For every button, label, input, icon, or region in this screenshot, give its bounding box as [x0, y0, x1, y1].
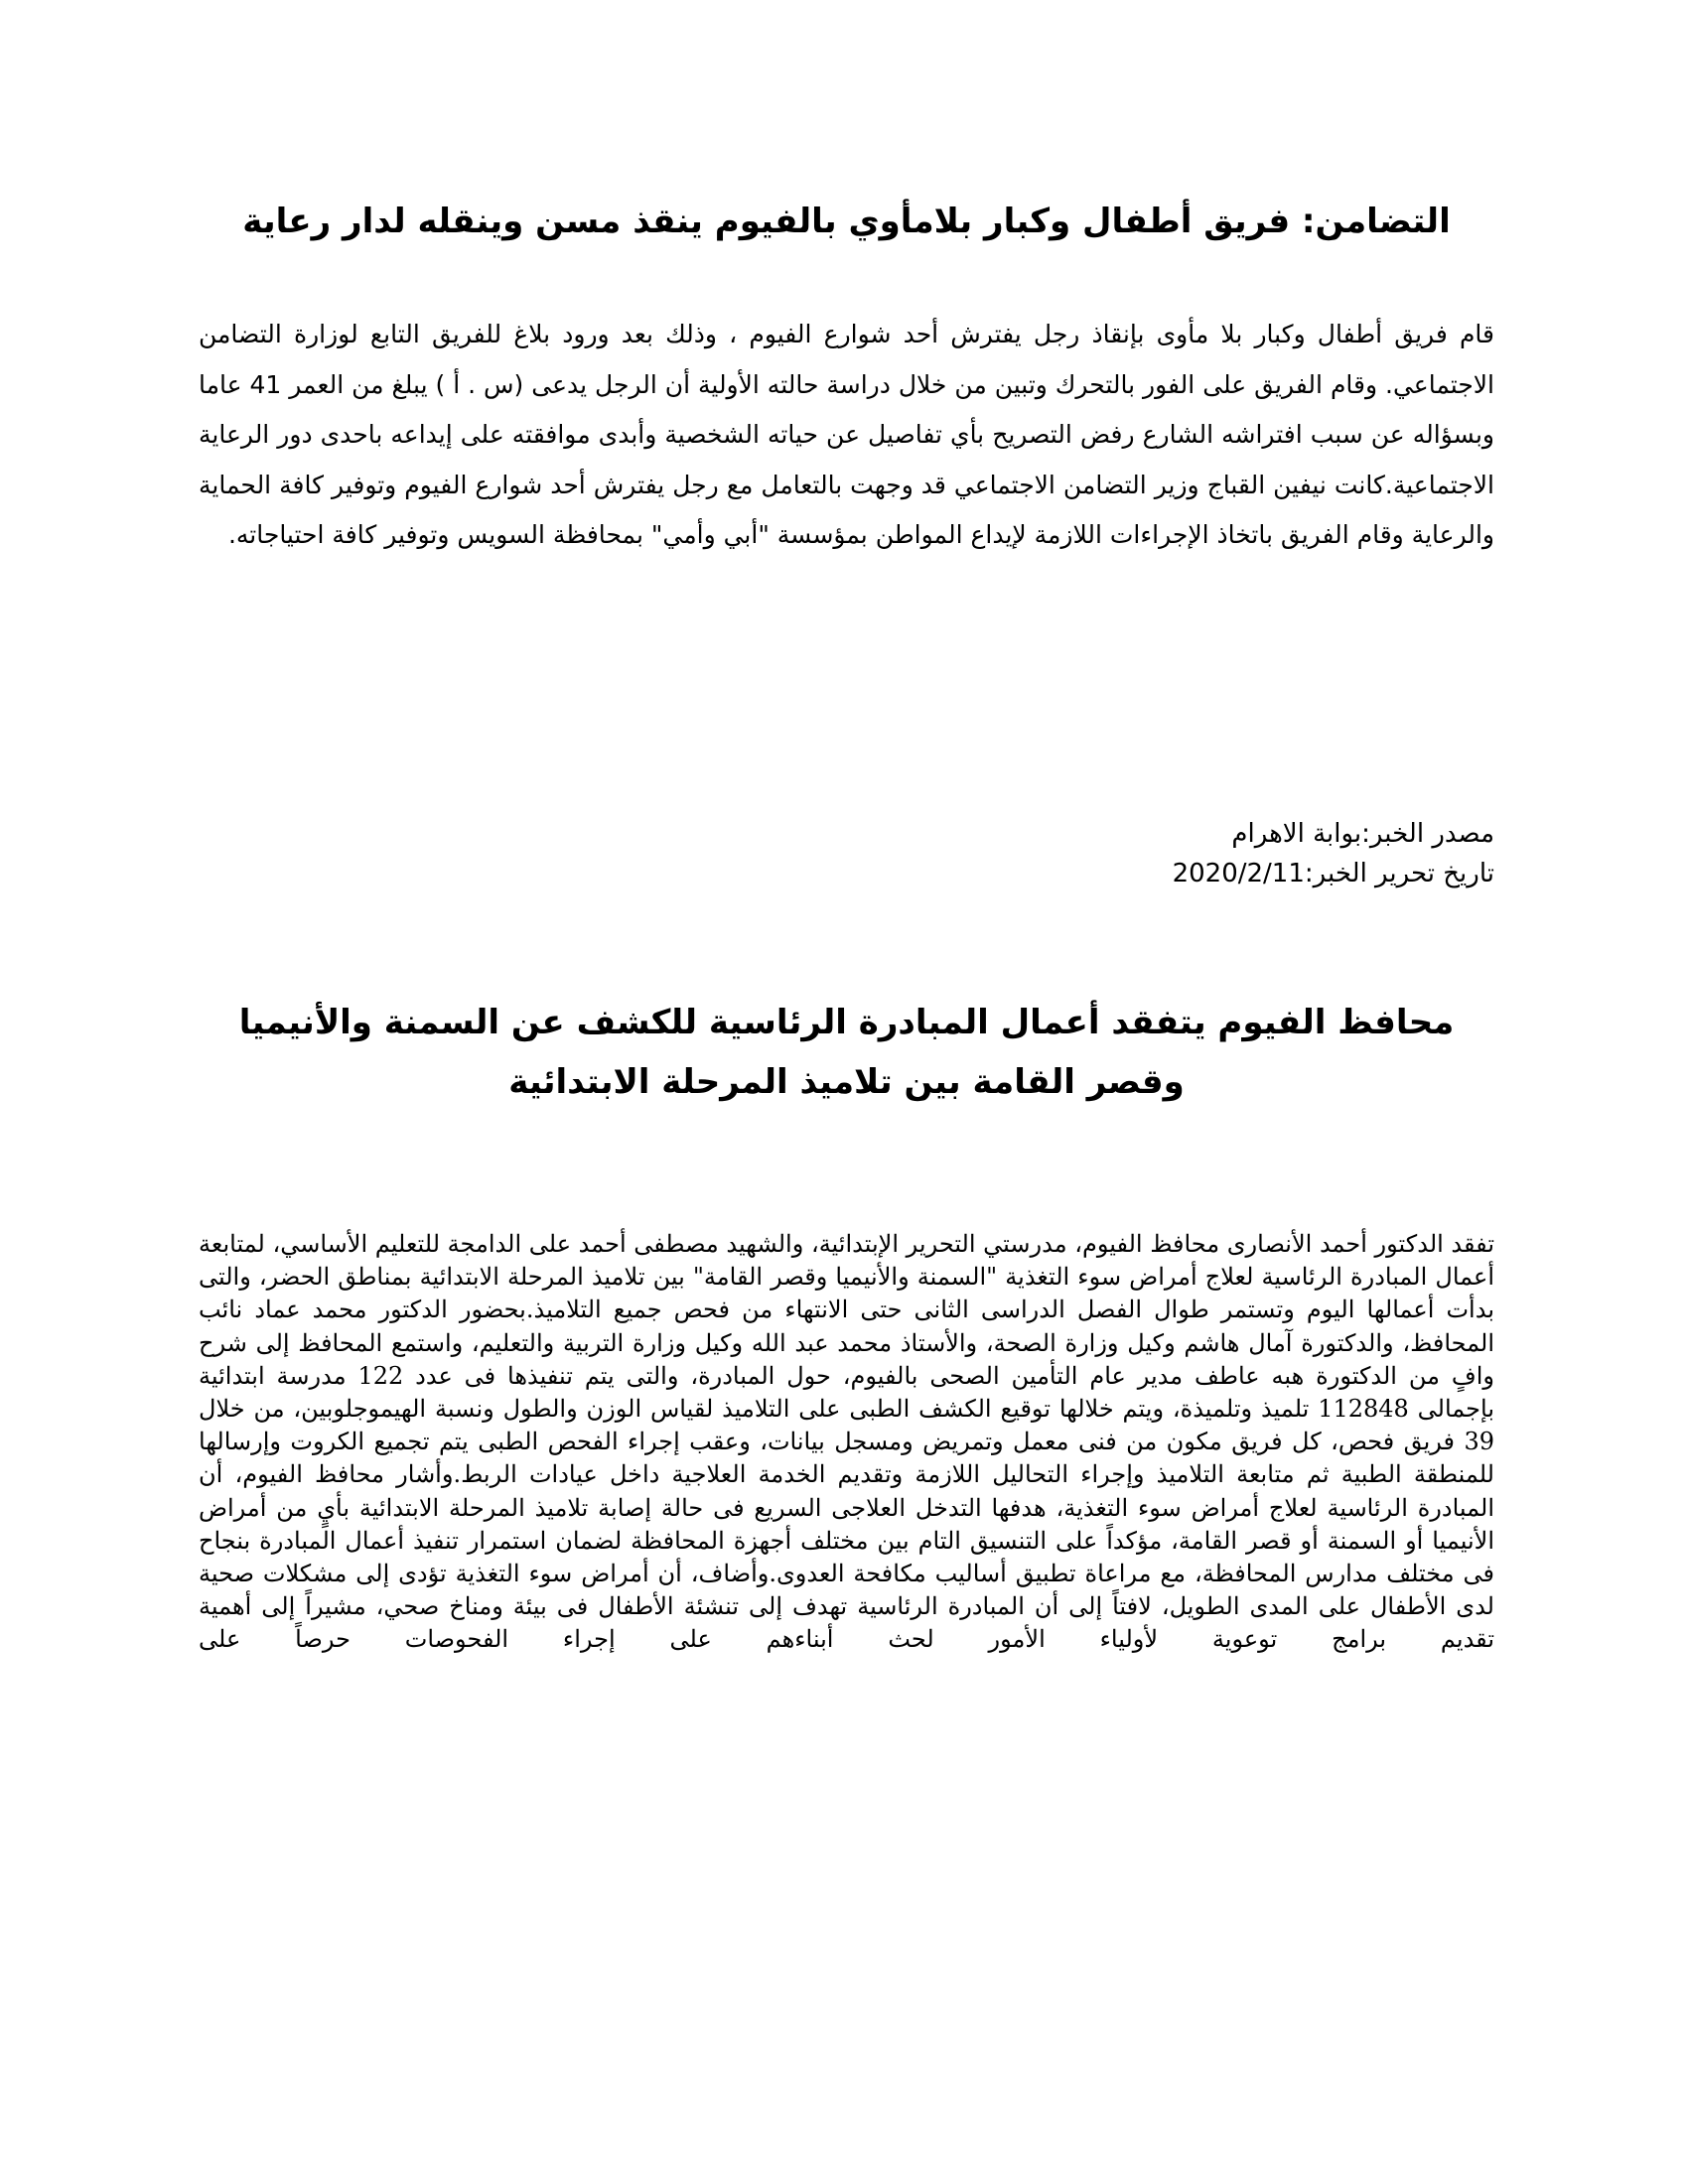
article-1-body: قام فريق أطفال وكبار بلا مأوى بإنقاذ رجل يفترش أحد شوارع الفيوم ، وذلك بعد ورود بلاغ للفريق التابع لوزارة التضامن الاجتماعي. وقام الفريق على الفور بالتحرك وتبين من خلال دراسة حالته الأولية أن الرجل يدعى (س . أ ) يبلغ من العمر 41 عاما وبسؤاله عن سبب افتراشه الشارع رفض التصريح بأي تفاصيل عن حياته الشخصية وأبدى موافقته على إيداعه باحدى دور الرعاية الاجتماعية.كانت نيفين القباج وزير التضامن الاجتماعي قد وجهت بالتعامل مع رجل يفترش أحد شوارع الفيوم وتوفير كافة الحماية والرعاية وقام الفريق باتخاذ الإجراءات اللازمة لإيداع المواطن بمؤسسة "أبي وأمي" بمحافظة السويس وتوفير كافة احتياجاته. [199, 320, 1494, 549]
article-1-title: التضامن: فريق أطفال وكبار بلامأوي بالفيوم ينقذ مسن وينقله لدار رعاية [242, 202, 1451, 241]
news-meta [199, 814, 1494, 893]
news-date: تاريخ تحرير الخبر:2020/2/11 [1172, 859, 1494, 888]
article-2-title: محافظ الفيوم يتفقد أعمال المبادرة الرئاسية للكشف عن السمنة والأنيميا وقصر القامة بين تلاميذ المرحلة الابتدائية [238, 1003, 1455, 1102]
news-source: مصدر الخبر:بوابة الاهرام [1231, 819, 1494, 849]
article-2-body: تفقد الدكتور أحمد الأنصارى محافظ الفيوم، مدرستي التحرير الإبتدائية، والشهيد مصطفى أحمد على الدامجة للتعليم الأساسي، لمتابعة أعمال المبادرة الرئاسية لعلاج أمراض سوء التغذية "السمنة والأنيميا وقصر القامة" بين تلاميذ المرحلة الابتدائية بمناطق الحضر، والتى بدأت أعمالها اليوم وتستمر طوال الفصل الدراسى الثانى حتى الانتهاء من فحص جميع التلاميذ.بحضور الدكتور محمد عماد نائب المحافظ، والدكتورة آمال هاشم وكيل وزارة الصحة، والأستاذ محمد عبد الله وكيل وزارة التربية والتعليم، واستمع المحافظ إلى شرح وافٍ من الدكتورة هبه عاطف مدير عام التأمين الصحى بالفيوم، حول المبادرة، والتى يتم تنفيذها فى عدد 122 مدرسة ابتدائية بإجمالى 112848 تلميذ وتلميذة، ويتم خلالها توقيع الكشف الطبى على التلاميذ لقياس الوزن والطول ونسبة الهيموجلوبين، من خلال 39 فريق فحص، كل فريق مكون من فنى معمل وتمريض ومسجل بيانات، وعقب إجراء الفحص الطبى يتم تجميع الكروت وإرسالها للمنطقة الطبية ثم متابعة التلاميذ وإجراء التحاليل اللازمة وتقديم الخدمة العلاجية داخل عيادات الربط.وأشار محافظ الفيوم، أن المبادرة الرئاسية لعلاج أمراض سوء التغذية، هدفها التدخل العلاجى السريع فى حالة إصابة تلاميذ المرحلة الابتدائية بأيٍ من أمراض الأنيميا أو السمنة أو قصر القامة، مؤكداً على التنسيق التام بين مختلف أجهزة المحافظة لضمان استمرار تنفيذ أعمال المبادرة بنجاح فى مختلف مدارس المحافظة، مع مراعاة تطبيق أساليب مكافحة العدوى.وأضاف، أن أمراض سوء التغذية تؤدى إلى مشكلات صحية لدى الأطفال على المدى الطويل، لافتاً إلى أن المبادرة الرئاسية تهدف إلى تنشئة الأطفال فى بيئة ومناخ صحي، مشيراً إلى أهمية تقديم برامج توعوية لأولياء الأمور لحث أبناءهم على إجراء الفحوصات حرصاً على [199, 1230, 1495, 1654]
